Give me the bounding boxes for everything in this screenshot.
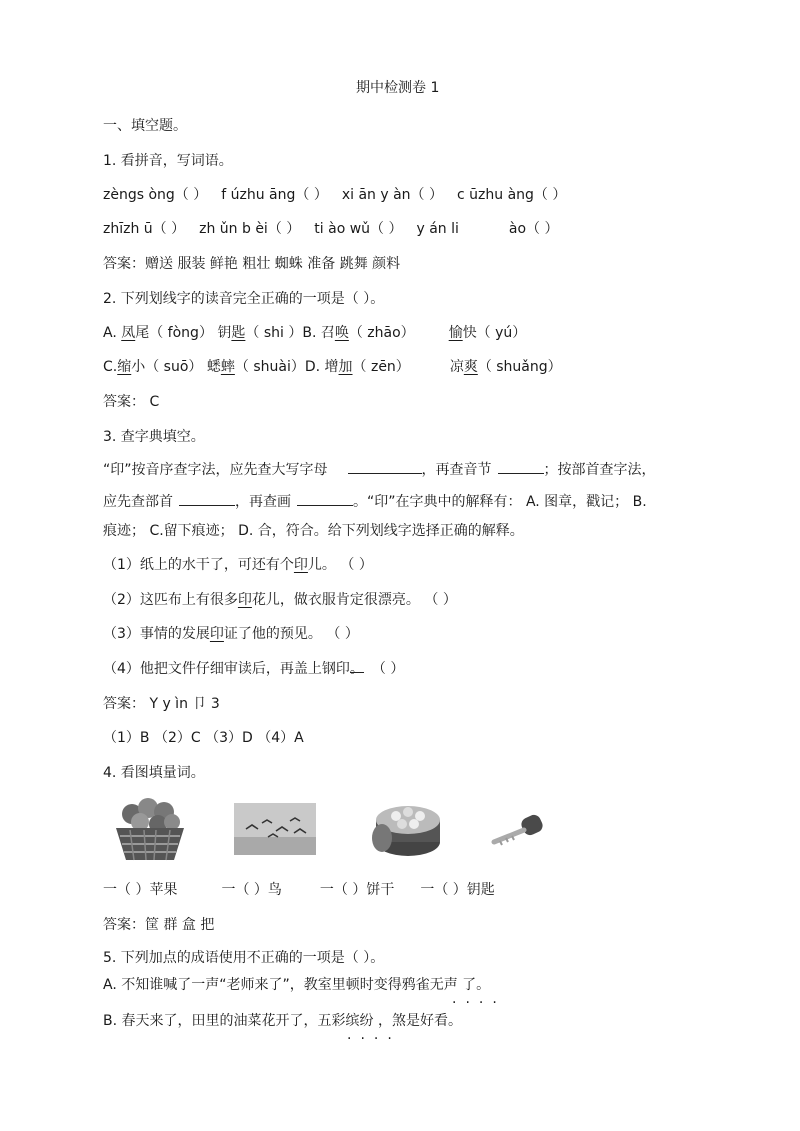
blank-field[interactable] — [179, 491, 235, 506]
pinyin-item: zh ǔn b èi（ ） — [199, 221, 301, 237]
pinyin-item: ti ào wǔ（ ） — [314, 221, 403, 237]
biscuit-box-image — [368, 796, 444, 862]
underlined-char: 缩 — [117, 359, 132, 375]
q5-option-b: B. 春天来了，田里的油菜花开了，五彩缤纷 ，煞是好看。 — [103, 1013, 462, 1029]
underlined-char: 愉 — [448, 325, 463, 341]
underlined-char: 凤 — [121, 325, 136, 341]
section-heading: 一、填空题。 — [103, 118, 187, 134]
underline-mark — [350, 658, 364, 673]
pinyin-item: xi ān y àn（ ） — [341, 187, 444, 203]
measure-word-item: 一（ ）钥匙 — [420, 882, 495, 898]
q2-option-cd: C.缩小（ suō） 蟋蟀（ shuài）D. 增加（ zēn） 凉爽（ shuǎng） — [103, 359, 562, 375]
q3-sentence-3: （3）事情的发展印证了他的预见。 （ ） — [103, 626, 359, 642]
pinyin-item: y án li — [416, 221, 459, 237]
q4-answer: 答案：筐 群 盒 把 — [103, 917, 215, 933]
q3-sentence-4: （4）他把文件仔细审读后，再盖上钢印。 （ ） — [103, 658, 404, 679]
q3-answer-2: （1）B （2）C （3）D （4）A — [103, 730, 304, 746]
q3-answer-1: 答案： Y y ìn 卩 3 — [103, 696, 220, 712]
pinyin-item: f úzhu āng（ ） — [221, 187, 328, 203]
underlined-char: 印 — [209, 626, 224, 642]
page-title: 期中检测卷 1 — [356, 80, 440, 96]
q2-option-ab: A. 凤尾（ fòng） 钥匙（ shi ）B. 召唤（ zhāo） 愉快（ yú） — [103, 325, 527, 341]
q5-heading: 5. 下列加点的成语使用不正确的一项是（ ）。 — [103, 950, 385, 966]
underlined-char: 匙 — [231, 325, 246, 341]
q5-option-a: A. 不知谁喊了一声“老师来了”，教室里顿时变得鸦雀无声 了。 — [103, 977, 491, 993]
pinyin-item: ào（ ） — [508, 221, 559, 237]
q2-heading: 2. 下列划线字的读音完全正确的一项是（ ）。 — [103, 291, 385, 307]
measure-word-item: 一（ ）饼干 — [319, 882, 395, 898]
q3-line-2: 应先查部首 ，再查画 。“印”在字典中的解释有： A. 图章，戳记； B. — [103, 491, 647, 512]
q1-answer: 答案：赠送 服装 鲜艳 粗壮 蜘蛛 准备 跳舞 颜料 — [103, 256, 401, 272]
q1-pinyin-row-1 — [103, 185, 566, 205]
underlined-char: 印 — [293, 557, 308, 573]
blank-field[interactable] — [498, 459, 544, 474]
measure-word-item: 一（ ）苹果 — [103, 882, 178, 898]
underlined-char: 印 — [237, 592, 252, 608]
underlined-char: 蟀 — [220, 359, 235, 375]
key-image — [488, 808, 548, 852]
q3-sentence-2: （2）这匹布上有很多印花儿，做衣服肯定很漂亮。 （ ） — [103, 592, 457, 608]
q3-line-3: 痕迹； C.留下痕迹； D. 合，符合。给下列划线字选择正确的解释。 — [103, 523, 524, 539]
measure-word-item: 一（ ）鸟 — [221, 882, 282, 898]
q1-pinyin-row-2 — [103, 219, 559, 239]
q3-heading: 3. 查字典填空。 — [103, 429, 205, 445]
underlined-char: 唤 — [334, 325, 349, 341]
q4-heading: 4. 看图填量词。 — [103, 765, 205, 781]
q2-answer: 答案： C — [103, 394, 160, 410]
q1-heading: 1. 看拼音，写词语。 — [103, 153, 233, 169]
birds-image — [234, 803, 316, 855]
underlined-char: 加 — [338, 359, 353, 375]
blank-field[interactable] — [297, 491, 353, 506]
q3-sentence-1: （1）纸上的水干了，可还有个印儿。 （ ） — [103, 557, 373, 573]
emphasis-dots: ···· — [347, 1031, 401, 1047]
apple-basket-image — [110, 794, 190, 866]
pinyin-item: zhīzh ū（ ） — [103, 221, 186, 237]
pinyin-item: c ūzhu àng（ ） — [457, 187, 567, 203]
q3-line-1: “印”按音序查字法，应先查大写字母 ，再查音节 ；按部首查字法， — [103, 459, 656, 480]
underlined-char: 爽 — [463, 359, 478, 375]
blank-field[interactable] — [348, 459, 422, 474]
pinyin-item: zèngs òng（ ） — [103, 187, 208, 203]
emphasis-dots: ···· — [452, 995, 506, 1011]
q4-items — [103, 880, 495, 900]
